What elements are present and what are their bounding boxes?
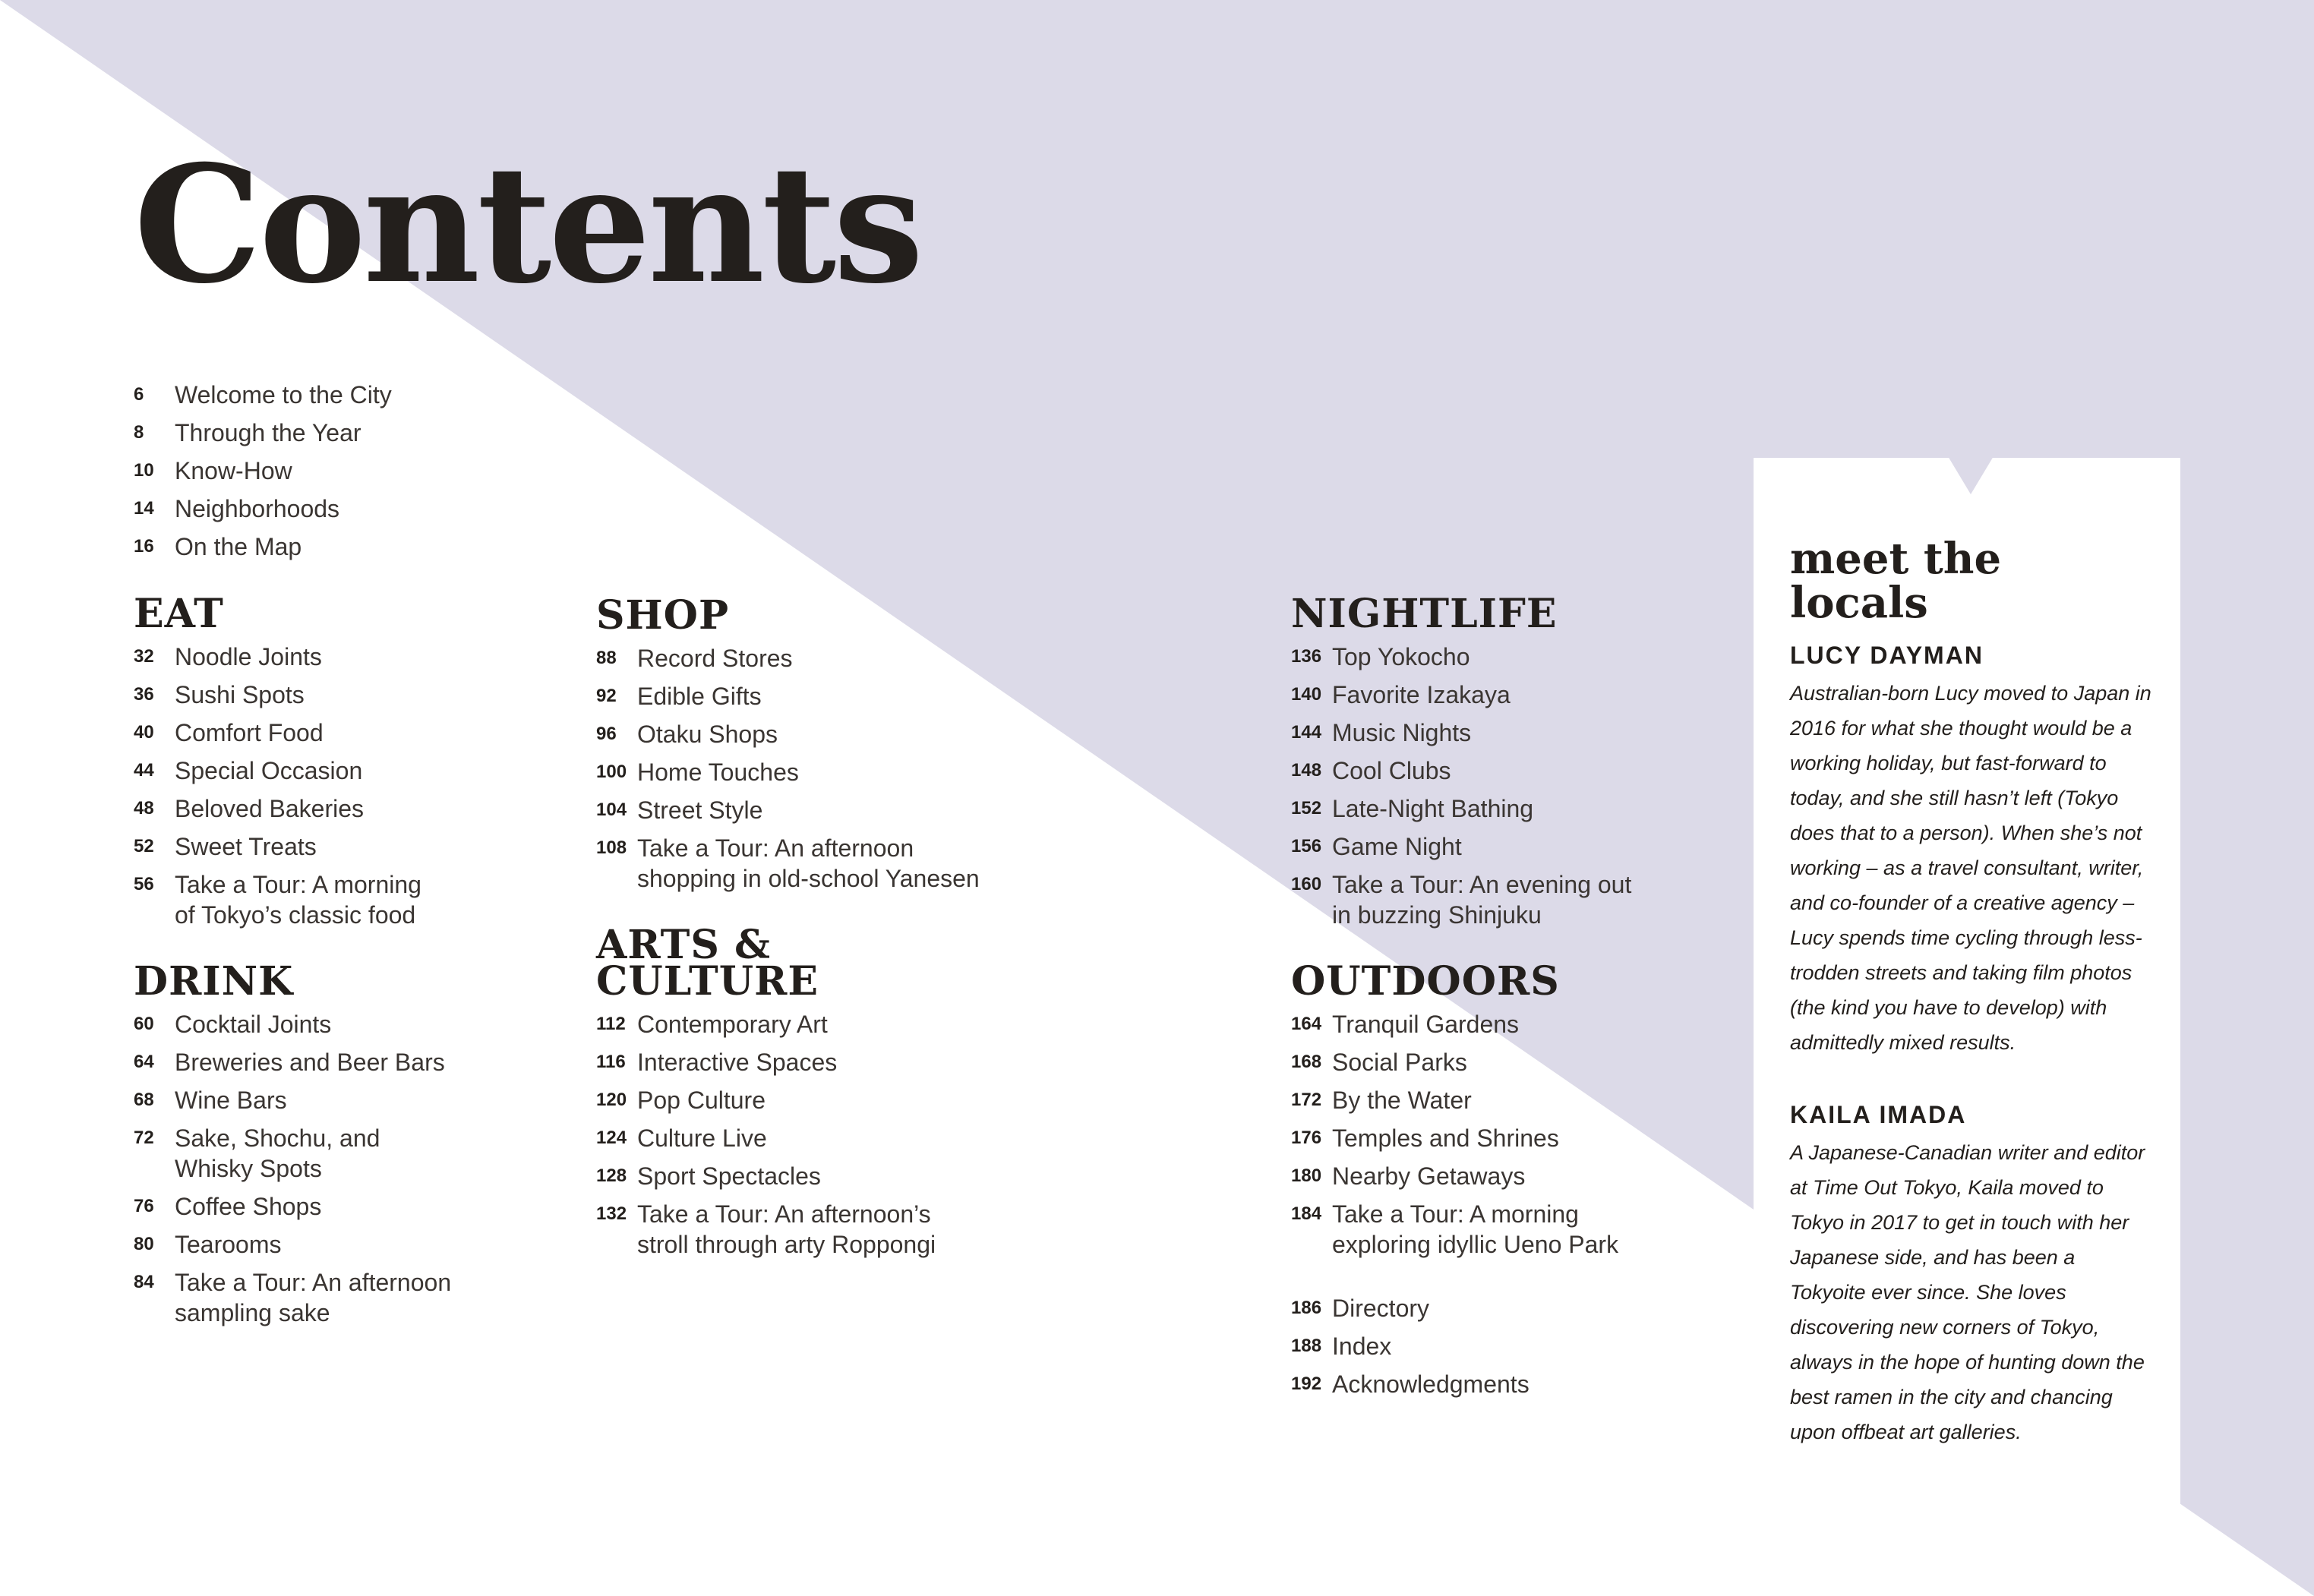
page-number: 36 [134, 684, 154, 705]
list-item[interactable] [134, 1085, 529, 1115]
list-item[interactable] [134, 1267, 529, 1328]
list-item[interactable] [134, 1047, 529, 1077]
page-number: 10 [134, 460, 154, 481]
list-item[interactable] [134, 1123, 529, 1184]
entry-title: Interactive Spaces [637, 1049, 838, 1076]
entry-title: Street Style [637, 796, 763, 824]
page-number: 180 [1291, 1165, 1322, 1186]
page-number: 14 [134, 498, 154, 519]
page-number: 186 [1291, 1298, 1322, 1318]
page-number: 96 [596, 724, 617, 744]
page-number: 124 [596, 1128, 627, 1148]
list-item[interactable] [596, 1123, 1021, 1153]
section-nightlife [1291, 591, 1716, 930]
entry-title: Take a Tour: An afternoon shopping in old-school Yanesen [637, 834, 980, 892]
list-item[interactable] [596, 681, 1021, 711]
local-bio: Australian-born Lucy moved to Japan in 2016 for what she thought would be a working holiday, but fast-forward to today, and she still hasn’t left (Tokyo does that to a person). When she’s not working – as a travel consultant, writer, and co-founder of a creative agency – Lucy spends time cycling through less-trodden streets and taking film photos (the kind you have to develop) with admittedly mixed results. [1790, 682, 2151, 1054]
entry-title: Nearby Getaways [1332, 1162, 1526, 1190]
page-number: 156 [1291, 836, 1322, 856]
list-item[interactable] [596, 1199, 1021, 1260]
entry-title: Breweries and Beer Bars [175, 1049, 445, 1076]
list-item[interactable] [134, 531, 392, 562]
page-number: 16 [134, 536, 154, 557]
page-number: 76 [134, 1196, 154, 1216]
entry-title: On the Map [175, 533, 302, 560]
page-number: 68 [134, 1090, 154, 1110]
page-number: 80 [134, 1234, 154, 1254]
entry-title: Tranquil Gardens [1332, 1011, 1520, 1038]
page-number: 72 [134, 1128, 154, 1148]
page-number: 116 [596, 1052, 626, 1072]
local-name: LUCY DAYMAN [1790, 642, 1984, 669]
section-heading-nightlife: NIGHTLIFE [1291, 591, 1558, 637]
entry-title: Sushi Spots [175, 681, 305, 708]
page-number: 84 [134, 1272, 154, 1292]
list-item[interactable] [596, 1009, 1021, 1039]
list-item[interactable] [134, 456, 392, 486]
list-item[interactable] [1291, 793, 1716, 824]
page-number: 144 [1291, 722, 1322, 743]
local-name: KAILA IMADA [1790, 1101, 1967, 1128]
page-number: 148 [1291, 760, 1322, 781]
column-eat-drink [134, 591, 529, 1361]
list-item[interactable] [134, 869, 529, 930]
entry-title: Edible Gifts [637, 683, 762, 710]
entry-title: Cocktail Joints [175, 1011, 332, 1038]
list-item[interactable] [1291, 1293, 1716, 1323]
section-heading-shop: SHOP [596, 592, 730, 639]
list-item[interactable] [596, 1085, 1021, 1115]
list-item[interactable] [1291, 755, 1716, 786]
entry-title: Index [1332, 1333, 1392, 1360]
entry-title: Comfort Food [175, 719, 324, 746]
entry-title: Favorite Izakaya [1332, 681, 1511, 708]
entry-title: Sport Spectacles [637, 1162, 821, 1190]
entry-title: Coffee Shops [175, 1193, 322, 1220]
list-item[interactable] [1291, 1123, 1716, 1153]
entry-title: Social Parks [1332, 1049, 1467, 1076]
local-profile [1790, 1101, 2155, 1449]
column-shop-arts [596, 592, 1021, 1293]
list-item[interactable] [1291, 869, 1716, 930]
entry-title: By the Water [1332, 1087, 1472, 1114]
page-number: 92 [596, 686, 617, 706]
entry-title: Neighborhoods [175, 495, 340, 522]
page-number: 152 [1291, 798, 1322, 819]
locals-content [1790, 534, 2155, 1490]
list-item[interactable] [134, 718, 529, 748]
entry-title: Know-How [175, 457, 292, 484]
page-number: 188 [1291, 1336, 1322, 1356]
entry-title: Sweet Treats [175, 833, 317, 860]
entry-title: Directory [1332, 1295, 1430, 1322]
page-number: 128 [596, 1165, 627, 1186]
list-item[interactable] [1291, 1161, 1716, 1191]
list-item[interactable] [596, 719, 1021, 749]
page-number: 40 [134, 722, 154, 743]
entry-title: Home Touches [637, 759, 799, 786]
page-number: 104 [596, 800, 627, 820]
entry-title: Welcome to the City [175, 381, 392, 408]
entry-title: Cool Clubs [1332, 757, 1451, 784]
page-number: 168 [1291, 1052, 1322, 1072]
page-number: 160 [1291, 874, 1322, 894]
list-item[interactable] [1291, 718, 1716, 748]
list-item[interactable] [134, 380, 392, 410]
page-number: 48 [134, 798, 154, 819]
entry-title: Take a Tour: An evening out in buzzing Shinjuku [1332, 871, 1632, 929]
entry-title: Pop Culture [637, 1087, 766, 1114]
page-number: 64 [134, 1052, 154, 1072]
list-item[interactable] [134, 642, 529, 672]
page-number: 132 [596, 1203, 627, 1224]
list-item[interactable] [1291, 680, 1716, 710]
page-number: 88 [596, 648, 617, 668]
page-number: 112 [596, 1014, 626, 1034]
list-item[interactable] [1291, 1085, 1716, 1115]
list-item[interactable] [596, 1161, 1021, 1191]
entry-title: Take a Tour: A morning exploring idyllic Ueno Park [1332, 1200, 1619, 1258]
entry-title: Take a Tour: An afternoon’s stroll through arty Roppongi [637, 1200, 936, 1258]
page-number: 184 [1291, 1203, 1322, 1224]
entry-title: Otaku Shops [637, 721, 778, 748]
entry-title: Acknowledgments [1332, 1370, 1530, 1398]
page-number: 52 [134, 836, 154, 856]
list-item[interactable] [134, 755, 529, 786]
entry-title: Through the Year [175, 419, 361, 446]
list-item[interactable] [1291, 1009, 1716, 1039]
entry-title: Record Stores [637, 645, 793, 672]
local-profile [1790, 642, 2155, 1060]
entry-title: Top Yokocho [1332, 643, 1470, 670]
entry-title: Tearooms [175, 1231, 282, 1258]
section-heading-arts-culture: ARTS & CULTURE [596, 922, 819, 1005]
list-item[interactable] [1291, 1369, 1716, 1399]
section-heading-drink: DRINK [134, 958, 294, 1005]
page-number: 100 [596, 762, 627, 782]
page-number: 176 [1291, 1128, 1322, 1148]
section-arts-culture [596, 922, 1021, 1260]
entry-title: Sake, Shochu, and Whisky Spots [175, 1124, 380, 1182]
meet-the-locals-box [1754, 458, 2180, 1536]
entry-title: Take a Tour: A morning of Tokyo’s classic food [175, 871, 421, 929]
section-drink [134, 958, 529, 1328]
entry-title: Game Night [1332, 833, 1462, 860]
list-item[interactable] [596, 833, 1021, 894]
page-number: 164 [1291, 1014, 1322, 1034]
list-item[interactable] [134, 418, 392, 448]
entry-title: Noodle Joints [175, 643, 322, 670]
page-number: 192 [1291, 1374, 1322, 1394]
page-number: 60 [134, 1014, 154, 1034]
box-notch [1948, 456, 1994, 494]
page-number: 32 [134, 646, 154, 667]
list-item[interactable] [596, 757, 1021, 787]
entry-title: Beloved Bakeries [175, 795, 365, 822]
list-item[interactable] [1291, 831, 1716, 862]
page-number: 108 [596, 837, 627, 858]
list-item[interactable] [596, 795, 1021, 825]
entry-title: Take a Tour: An afternoon sampling sake [175, 1269, 452, 1326]
list-item[interactable] [134, 793, 529, 824]
list-item[interactable] [1291, 1199, 1716, 1260]
page-number: 56 [134, 874, 154, 894]
list-item[interactable] [1291, 642, 1716, 672]
locals-heading: meet the locals [1790, 534, 2002, 628]
entry-title: Music Nights [1332, 719, 1472, 746]
page-number: 6 [134, 384, 144, 405]
list-item[interactable] [134, 680, 529, 710]
list-item[interactable] [134, 1191, 529, 1222]
list-item[interactable] [1291, 1047, 1716, 1077]
list-item[interactable] [134, 494, 392, 524]
page-title: Contents [134, 130, 921, 319]
back-matter [1291, 1293, 1716, 1399]
section-shop [596, 592, 1021, 894]
page-number: 120 [596, 1090, 627, 1110]
list-item[interactable] [596, 643, 1021, 673]
list-item[interactable] [596, 1047, 1021, 1077]
section-outdoors [1291, 958, 1716, 1260]
page-number: 44 [134, 760, 154, 781]
local-bio: A Japanese-Canadian writer and editor at Time Out Tokyo, Kaila moved to Tokyo in 2017 to get in touch with her Japanese side, and has been a Tokyoite ever since. She loves discovering new corners of Tokyo, always in the hope of hunting down the best ramen in the city and chancing upon offbeat art galleries. [1790, 1141, 2145, 1443]
column-nightlife-outdoors [1291, 591, 1716, 1407]
entry-title: Late-Night Bathing [1332, 795, 1534, 822]
page-number: 140 [1291, 684, 1322, 705]
list-item[interactable] [134, 1009, 529, 1039]
page-number: 8 [134, 422, 144, 443]
list-item[interactable] [134, 831, 529, 862]
list-item[interactable] [134, 1229, 529, 1260]
entry-title: Temples and Shrines [1332, 1124, 1559, 1152]
entry-title: Special Occasion [175, 757, 363, 784]
section-heading-eat: EAT [134, 591, 224, 637]
section-heading-outdoors: OUTDOORS [1291, 958, 1560, 1005]
entry-title: Contemporary Art [637, 1011, 828, 1038]
list-item[interactable] [1291, 1331, 1716, 1361]
section-eat [134, 591, 529, 930]
page-number: 136 [1291, 646, 1322, 667]
intro-list [134, 380, 392, 569]
entry-title: Wine Bars [175, 1087, 287, 1114]
entry-title: Culture Live [637, 1124, 767, 1152]
page-number: 172 [1291, 1090, 1322, 1110]
